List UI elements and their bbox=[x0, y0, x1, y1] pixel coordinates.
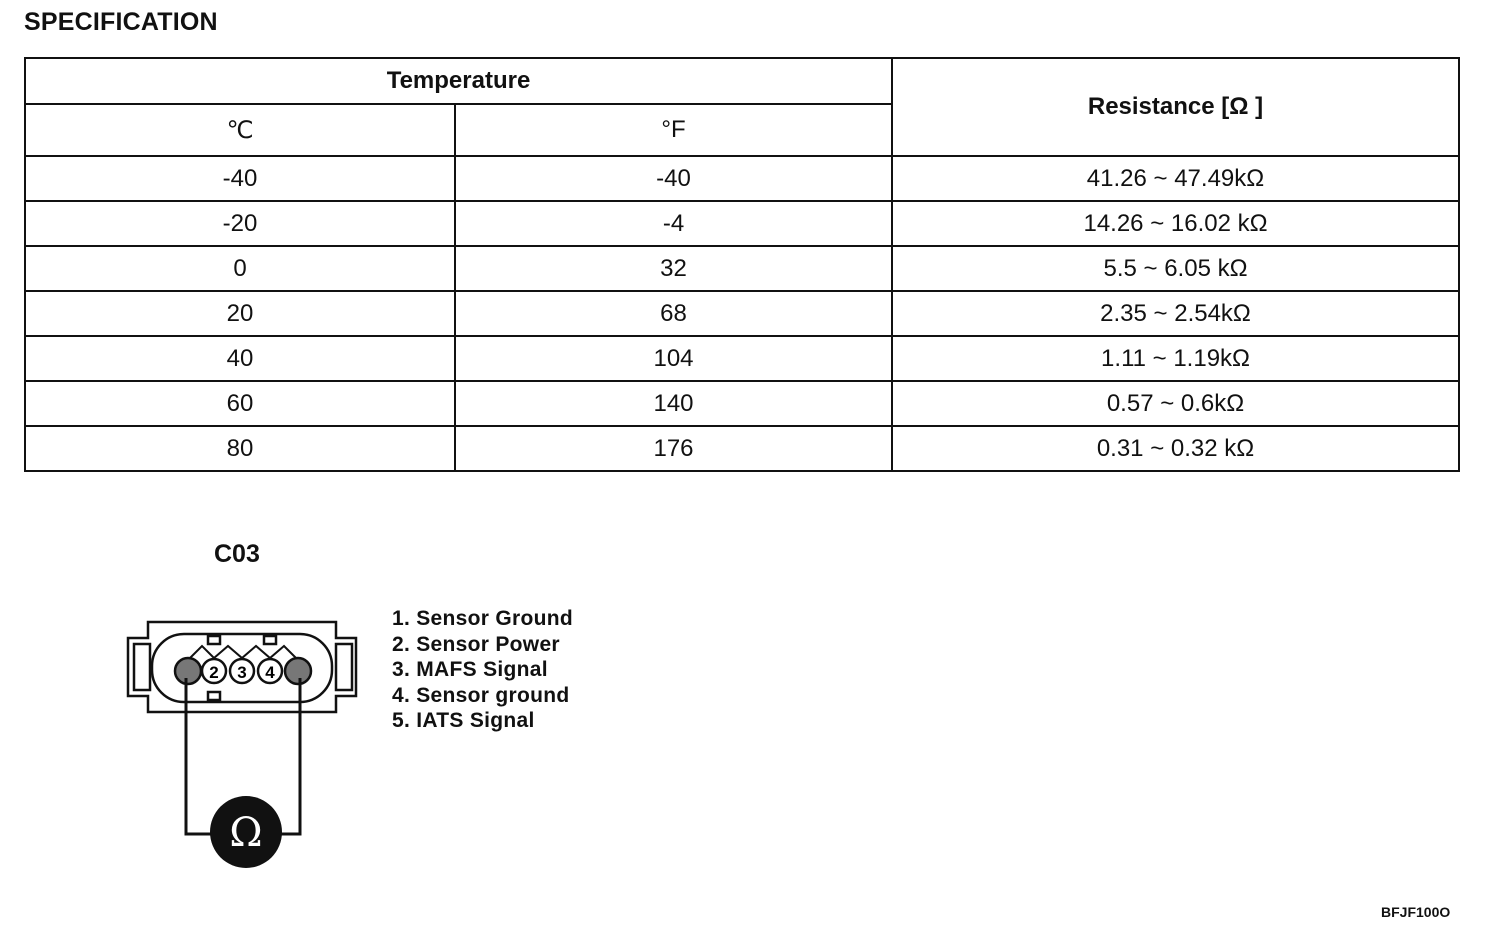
resistance-cell: 1.11 ~ 1.19kΩ bbox=[892, 336, 1459, 381]
table-row bbox=[25, 381, 1459, 426]
celsius-header: ℃ bbox=[25, 104, 455, 156]
fahrenheit-cell: 68 bbox=[455, 291, 892, 336]
temperature-header: Temperature bbox=[25, 58, 892, 104]
fahrenheit-cell: 104 bbox=[455, 336, 892, 381]
table-row bbox=[25, 201, 1459, 246]
pin-4-number: 4 bbox=[265, 663, 275, 682]
pin-legend-item: 1. Sensor Ground bbox=[392, 607, 573, 630]
resistance-cell: 0.57 ~ 0.6kΩ bbox=[892, 381, 1459, 426]
fahrenheit-cell: 32 bbox=[455, 246, 892, 291]
celsius-cell: 0 bbox=[25, 246, 455, 291]
pin-legend bbox=[392, 606, 573, 734]
fahrenheit-cell: -4 bbox=[455, 201, 892, 246]
celsius-cell: -40 bbox=[25, 156, 455, 201]
pin-3-number: 3 bbox=[237, 663, 247, 682]
table-row bbox=[25, 336, 1459, 381]
figure-code: BFJF100O bbox=[1381, 904, 1451, 920]
celsius-cell: 80 bbox=[25, 426, 455, 471]
fahrenheit-cell: -40 bbox=[455, 156, 892, 201]
fahrenheit-header: °F bbox=[455, 104, 892, 156]
table-row bbox=[25, 246, 1459, 291]
celsius-cell: 40 bbox=[25, 336, 455, 381]
page-title: SPECIFICATION bbox=[24, 8, 218, 36]
resistance-cell: 5.5 ~ 6.05 kΩ bbox=[892, 246, 1459, 291]
table-row bbox=[25, 291, 1459, 336]
connector-diagram bbox=[110, 600, 370, 875]
celsius-cell: 60 bbox=[25, 381, 455, 426]
resistance-cell: 41.26 ~ 47.49kΩ bbox=[892, 156, 1459, 201]
pin-legend-item: 5. IATS Signal bbox=[392, 709, 535, 732]
pin-legend-item: 2. Sensor Power bbox=[392, 632, 560, 656]
pin-5-terminal bbox=[285, 658, 311, 684]
connector-label: C03 bbox=[214, 540, 260, 568]
resistance-header: Resistance [Ω ] bbox=[892, 58, 1459, 156]
celsius-cell: -20 bbox=[25, 201, 455, 246]
celsius-cell: 20 bbox=[25, 291, 455, 336]
pin-legend-item: 3. MAFS Signal bbox=[392, 658, 548, 681]
fahrenheit-cell: 140 bbox=[455, 381, 892, 426]
resistance-cell: 14.26 ~ 16.02 kΩ bbox=[892, 201, 1459, 246]
table-row bbox=[25, 426, 1459, 471]
pin-1-terminal bbox=[175, 658, 201, 684]
fahrenheit-cell: 176 bbox=[455, 426, 892, 471]
pin-2-number: 2 bbox=[209, 663, 219, 682]
specification-table bbox=[24, 57, 1460, 472]
pin-legend-item: 4. Sensor ground bbox=[392, 683, 570, 707]
resistance-cell: 0.31 ~ 0.32 kΩ bbox=[892, 426, 1459, 471]
resistance-cell: 2.35 ~ 2.54kΩ bbox=[892, 291, 1459, 336]
ohm-symbol: Ω bbox=[229, 810, 263, 856]
table-row bbox=[25, 156, 1459, 201]
